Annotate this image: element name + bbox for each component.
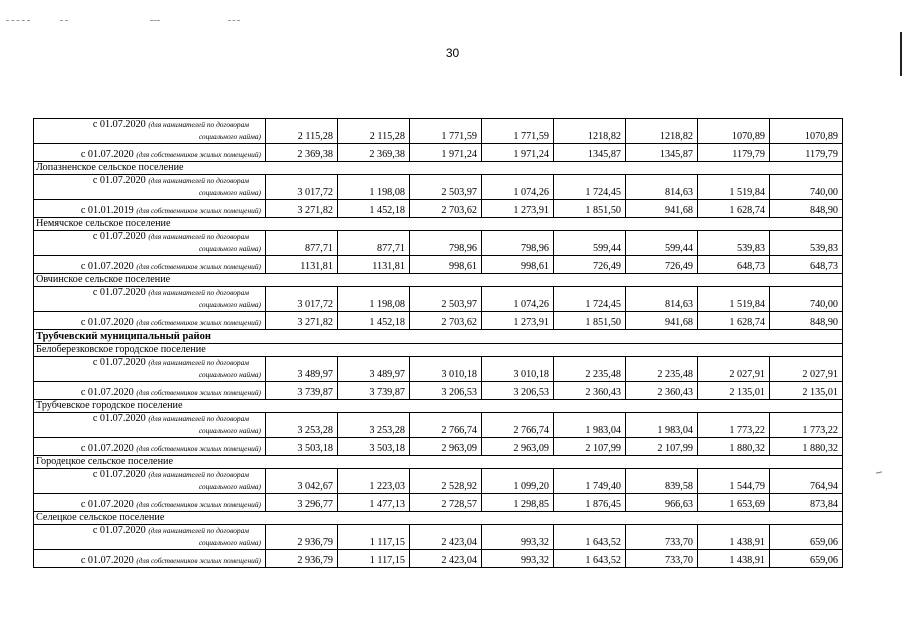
rate-label-cell <box>34 357 266 382</box>
rate-note: социального найма) <box>198 244 261 253</box>
rate-note: социального найма) <box>198 538 261 547</box>
tariff-value-cell: 1 099,20 <box>482 469 554 494</box>
table-row <box>34 200 843 218</box>
tariff-value-cell: 1 749,40 <box>554 469 626 494</box>
tariff-value-cell: 1070,89 <box>698 119 770 144</box>
rate-label-cell <box>34 175 266 200</box>
rate-note: (для собственников жилых помещений) <box>136 388 261 397</box>
tariff-value-cell: 1 452,18 <box>338 200 410 218</box>
tariff-value-cell: 1179,79 <box>698 144 770 162</box>
tariff-value-cell: 3 503,18 <box>338 438 410 456</box>
tariff-value-cell: 1 773,22 <box>698 413 770 438</box>
rate-label-cell <box>34 231 266 256</box>
rate-label-cell <box>34 494 266 512</box>
tariff-value-cell: 1 117,15 <box>338 525 410 550</box>
tariff-value-cell: 2 027,91 <box>770 357 843 382</box>
tariff-value-cell: 2 107,99 <box>554 438 626 456</box>
rate-note: (для нанимателей по договорам <box>148 120 249 129</box>
tariff-value-cell: 798,96 <box>410 231 482 256</box>
rate-date: с 01.01.2019 <box>80 205 134 216</box>
section-row <box>34 274 843 287</box>
tariff-value-cell: 2 369,38 <box>266 144 338 162</box>
tariff-value-cell: 2 360,43 <box>554 382 626 400</box>
tariff-value-cell: 2 766,74 <box>410 413 482 438</box>
tariff-value-cell: 1 438,91 <box>698 525 770 550</box>
tariff-value-cell: 1 653,69 <box>698 494 770 512</box>
tariff-value-cell: 539,83 <box>770 231 843 256</box>
rate-label-cell <box>34 438 266 456</box>
tariff-value-cell: 3 017,72 <box>266 287 338 312</box>
table-row <box>34 144 843 162</box>
rate-note: (для нанимателей по договорам <box>148 470 249 479</box>
tariff-value-cell: 998,61 <box>482 256 554 274</box>
tariff-value-cell: 1 628,74 <box>698 200 770 218</box>
rate-label-cell <box>34 200 266 218</box>
rate-note: социального найма) <box>198 188 261 197</box>
tariff-value-cell: 2 107,99 <box>626 438 698 456</box>
table-row <box>34 231 843 256</box>
tariff-value-cell: 877,71 <box>338 231 410 256</box>
table-row <box>34 382 843 400</box>
tariff-value-cell: 1070,89 <box>770 119 843 144</box>
rate-label-cell <box>34 525 266 550</box>
rate-note: (для собственников жилых помещений) <box>136 556 261 565</box>
tariff-value-cell: 3 206,53 <box>410 382 482 400</box>
tariff-value-cell: 1 771,59 <box>482 119 554 144</box>
tariff-value-cell: 740,00 <box>770 287 843 312</box>
tariff-value-cell: 2 703,62 <box>410 200 482 218</box>
tariff-value-cell: 1179,79 <box>770 144 843 162</box>
tariff-value-cell: 726,49 <box>554 256 626 274</box>
table-row <box>34 525 843 550</box>
tariff-value-cell: 839,58 <box>626 469 698 494</box>
tariff-value-cell: 1345,87 <box>626 144 698 162</box>
tariff-value-cell: 998,61 <box>410 256 482 274</box>
tariff-value-cell: 2 135,01 <box>698 382 770 400</box>
table-row <box>34 175 843 200</box>
tariff-value-cell: 1 983,04 <box>626 413 698 438</box>
rate-label-line <box>38 413 261 425</box>
table-row <box>34 469 843 494</box>
rate-label-cell <box>34 469 266 494</box>
rate-label-cell <box>34 287 266 312</box>
tariff-value-cell: 3 489,97 <box>338 357 410 382</box>
rate-note: (для собственников жилых помещений) <box>136 444 261 453</box>
tariff-value-cell: 1 273,91 <box>482 200 554 218</box>
tariff-value-cell: 814,63 <box>626 287 698 312</box>
tariff-value-cell: 2 963,09 <box>482 438 554 456</box>
rate-date: с 01.07.2020 <box>80 261 134 272</box>
tariff-value-cell: 3 271,82 <box>266 312 338 330</box>
section-row <box>34 162 843 175</box>
section-row <box>34 512 843 525</box>
table-row <box>34 494 843 512</box>
rate-label-line <box>38 525 261 537</box>
tariff-value-cell: 1 074,26 <box>482 175 554 200</box>
rate-date: с 01.07.2020 <box>80 317 134 328</box>
section-row <box>34 218 843 231</box>
tariff-value-cell: 2 423,04 <box>410 550 482 568</box>
tariff-value-cell: 659,06 <box>770 550 843 568</box>
rate-note: (для собственников жилых помещений) <box>136 318 261 327</box>
tariff-value-cell: 1 223,03 <box>338 469 410 494</box>
tariff-value-cell: 1 971,24 <box>482 144 554 162</box>
tariff-value-cell: 2 766,74 <box>482 413 554 438</box>
section-name: Немячское сельское поселение <box>34 218 843 231</box>
rate-date: с 01.07.2020 <box>92 413 146 424</box>
rate-label-cell <box>34 256 266 274</box>
tariff-value-cell: 1 771,59 <box>410 119 482 144</box>
section-row <box>34 456 843 469</box>
scan-artifact-line <box>150 20 160 21</box>
rate-note: социального найма) <box>198 426 261 435</box>
rate-date: с 01.07.2020 <box>80 387 134 398</box>
tariff-value-cell: 733,70 <box>626 525 698 550</box>
rate-label-line <box>38 469 261 481</box>
tariff-value-cell: 3 253,28 <box>338 413 410 438</box>
rate-date: с 01.07.2020 <box>80 443 134 454</box>
tariff-value-cell: 1 851,50 <box>554 312 626 330</box>
tariff-value-cell: 1 298,85 <box>482 494 554 512</box>
rate-date: с 01.07.2020 <box>92 525 146 536</box>
tariff-value-cell: 1 773,22 <box>770 413 843 438</box>
tariff-value-cell: 2 423,04 <box>410 525 482 550</box>
rate-label-cell <box>34 312 266 330</box>
tariff-value-cell: 3 017,72 <box>266 175 338 200</box>
tariff-value-cell: 2 235,48 <box>554 357 626 382</box>
tariff-value-cell: 659,06 <box>770 525 843 550</box>
tariff-value-cell: 1131,81 <box>338 256 410 274</box>
tariff-value-cell: 1 273,91 <box>482 312 554 330</box>
tariff-value-cell: 3 739,87 <box>266 382 338 400</box>
tariff-value-cell: 3 206,53 <box>482 382 554 400</box>
tariff-value-cell: 1 477,13 <box>338 494 410 512</box>
tariff-value-cell: 3 253,28 <box>266 413 338 438</box>
section-row <box>34 344 843 357</box>
rate-label-cell <box>34 382 266 400</box>
rate-label-line <box>38 231 261 243</box>
tariff-value-cell: 2 963,09 <box>410 438 482 456</box>
section-name: Лопазненское сельское поселение <box>34 162 843 175</box>
tariff-value-cell: 3 271,82 <box>266 200 338 218</box>
tariff-value-cell: 873,84 <box>770 494 843 512</box>
tariff-value-cell: 539,83 <box>698 231 770 256</box>
tariff-value-cell: 1 544,79 <box>698 469 770 494</box>
table-row <box>34 438 843 456</box>
scan-artifact-tick <box>876 471 882 473</box>
tariff-value-cell: 1 519,84 <box>698 175 770 200</box>
rate-date: с 01.07.2020 <box>92 287 146 298</box>
rate-label-cell <box>34 144 266 162</box>
tariff-value-cell: 1 643,52 <box>554 550 626 568</box>
table-row <box>34 256 843 274</box>
tariff-value-cell: 1 198,08 <box>338 175 410 200</box>
section-name: Трубчевское городское поселение <box>34 400 843 413</box>
tariff-value-cell: 2 135,01 <box>770 382 843 400</box>
tariff-value-cell: 2 115,28 <box>266 119 338 144</box>
tariff-value-cell: 1 452,18 <box>338 312 410 330</box>
rate-note: (для нанимателей по договорам <box>148 232 249 241</box>
tariff-value-cell: 3 296,77 <box>266 494 338 512</box>
tariff-table <box>33 118 843 568</box>
tariff-value-cell: 848,90 <box>770 312 843 330</box>
tariff-value-cell: 1 880,32 <box>698 438 770 456</box>
tariff-value-cell: 733,70 <box>626 550 698 568</box>
tariff-value-cell: 2 027,91 <box>698 357 770 382</box>
rate-note: (для нанимателей по договорам <box>148 358 249 367</box>
tariff-value-cell: 1 628,74 <box>698 312 770 330</box>
section-name: Селецкое сельское поселение <box>34 512 843 525</box>
tariff-value-cell: 1 074,26 <box>482 287 554 312</box>
section-name: Городецкое сельское поселение <box>34 456 843 469</box>
tariff-value-cell: 2 528,92 <box>410 469 482 494</box>
rate-note: (для собственников жилых помещений) <box>136 150 261 159</box>
tariff-value-cell: 3 489,97 <box>266 357 338 382</box>
rate-date: с 01.07.2020 <box>92 357 146 368</box>
tariff-value-cell: 941,68 <box>626 312 698 330</box>
rate-note: социального найма) <box>198 370 261 379</box>
rate-date: с 01.07.2020 <box>92 231 146 242</box>
rate-note: (для нанимателей по договорам <box>148 526 249 535</box>
scan-artifact-line <box>228 20 240 21</box>
rate-note: социального найма) <box>198 482 261 491</box>
rate-label-line <box>38 287 261 299</box>
scan-artifact-line <box>60 20 68 21</box>
district-name: Трубчевский муниципальный район <box>34 330 843 344</box>
rate-note: социального найма) <box>198 132 261 141</box>
tariff-value-cell: 740,00 <box>770 175 843 200</box>
tariff-value-cell: 848,90 <box>770 200 843 218</box>
tariff-value-cell: 2 235,48 <box>626 357 698 382</box>
tariff-value-cell: 1 851,50 <box>554 200 626 218</box>
rate-note: социального найма) <box>198 300 261 309</box>
tariff-value-cell: 1345,87 <box>554 144 626 162</box>
tariff-value-cell: 1 724,45 <box>554 175 626 200</box>
tariff-value-cell: 1 724,45 <box>554 287 626 312</box>
tariff-value-cell: 966,63 <box>626 494 698 512</box>
rate-note: (для нанимателей по договорам <box>148 176 249 185</box>
table-row <box>34 312 843 330</box>
table-row <box>34 287 843 312</box>
tariff-value-cell: 1 643,52 <box>554 525 626 550</box>
tariff-value-cell: 648,73 <box>770 256 843 274</box>
tariff-value-cell: 2 503,97 <box>410 175 482 200</box>
tariff-value-cell: 1 876,45 <box>554 494 626 512</box>
tariff-value-cell: 3 010,18 <box>482 357 554 382</box>
section-name: Овчинское сельское поселение <box>34 274 843 287</box>
rate-note: (для нанимателей по договорам <box>148 288 249 297</box>
rate-date: с 01.07.2020 <box>80 555 134 566</box>
rate-note: (для собственников жилых помещений) <box>136 262 261 271</box>
tariff-value-cell: 1 971,24 <box>410 144 482 162</box>
section-name: Белоберезковское городское поселение <box>34 344 843 357</box>
rate-date: с 01.07.2020 <box>92 119 146 130</box>
tariff-value-cell: 2 936,79 <box>266 550 338 568</box>
tariff-value-cell: 3 042,67 <box>266 469 338 494</box>
tariff-value-cell: 1 117,15 <box>338 550 410 568</box>
table-row <box>34 413 843 438</box>
rate-date: с 01.07.2020 <box>92 175 146 186</box>
page-number: 30 <box>445 46 460 60</box>
tariff-value-cell: 599,44 <box>554 231 626 256</box>
tariff-value-cell: 1 880,32 <box>770 438 843 456</box>
rate-note: (для нанимателей по договорам <box>148 414 249 423</box>
tariff-value-cell: 3 739,87 <box>338 382 410 400</box>
tariff-value-cell: 1 519,84 <box>698 287 770 312</box>
rate-label-cell <box>34 119 266 144</box>
tariff-value-cell: 1131,81 <box>266 256 338 274</box>
tariff-value-cell: 1 198,08 <box>338 287 410 312</box>
tariff-value-cell: 1218,82 <box>554 119 626 144</box>
tariff-value-cell: 2 936,79 <box>266 525 338 550</box>
tariff-value-cell: 814,63 <box>626 175 698 200</box>
tariff-value-cell: 2 369,38 <box>338 144 410 162</box>
tariff-value-cell: 2 360,43 <box>626 382 698 400</box>
rate-note: (для собственников жилых помещений) <box>136 206 261 215</box>
rate-date: с 01.07.2020 <box>80 149 134 160</box>
table-row <box>34 119 843 144</box>
rate-label-line <box>38 357 261 369</box>
rate-label-cell <box>34 413 266 438</box>
tariff-value-cell: 1 983,04 <box>554 413 626 438</box>
tariff-value-cell: 2 703,62 <box>410 312 482 330</box>
tariff-value-cell: 3 503,18 <box>266 438 338 456</box>
tariff-value-cell: 726,49 <box>626 256 698 274</box>
tariff-value-cell: 2 503,97 <box>410 287 482 312</box>
district-row <box>34 330 843 344</box>
tariff-value-cell: 648,73 <box>698 256 770 274</box>
rate-label-line <box>38 119 261 131</box>
rate-date: с 01.07.2020 <box>80 499 134 510</box>
tariff-value-cell: 877,71 <box>266 231 338 256</box>
tariff-value-cell: 798,96 <box>482 231 554 256</box>
tariff-value-cell: 764,94 <box>770 469 843 494</box>
tariff-value-cell: 993,32 <box>482 550 554 568</box>
scan-artifact-line <box>6 20 30 21</box>
rate-label-line <box>38 175 261 187</box>
tariff-value-cell: 993,32 <box>482 525 554 550</box>
section-row <box>34 400 843 413</box>
tariff-value-cell: 2 728,57 <box>410 494 482 512</box>
tariff-value-cell: 1218,82 <box>626 119 698 144</box>
tariff-table-body <box>34 119 843 568</box>
rate-date: с 01.07.2020 <box>92 469 146 480</box>
tariff-value-cell: 2 115,28 <box>338 119 410 144</box>
tariff-value-cell: 1 438,91 <box>698 550 770 568</box>
tariff-value-cell: 3 010,18 <box>410 357 482 382</box>
table-row <box>34 550 843 568</box>
rate-label-cell <box>34 550 266 568</box>
rate-note: (для собственников жилых помещений) <box>136 500 261 509</box>
tariff-value-cell: 941,68 <box>626 200 698 218</box>
tariff-value-cell: 599,44 <box>626 231 698 256</box>
table-row <box>34 357 843 382</box>
